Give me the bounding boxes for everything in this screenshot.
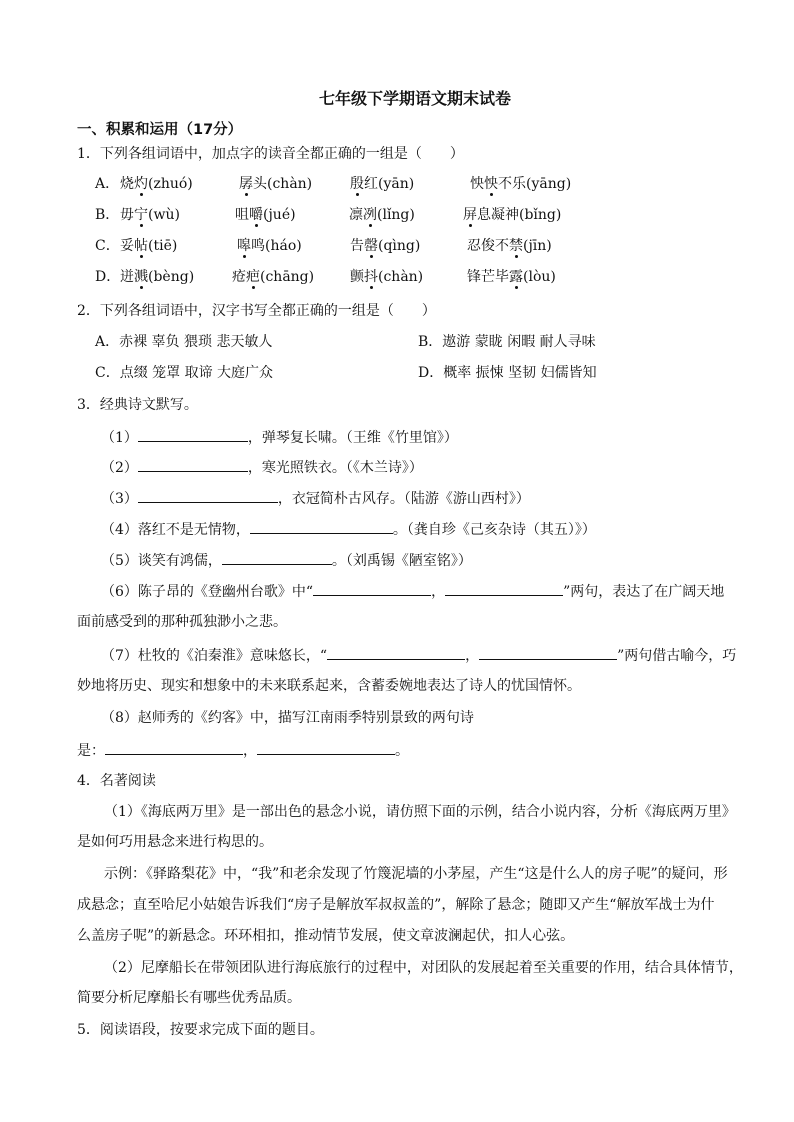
option-letter: B． bbox=[95, 207, 120, 223]
option-word: 迸溅(bèng) bbox=[120, 269, 195, 285]
answer-blank[interactable] bbox=[138, 427, 248, 442]
section-heading: 一、积累和运用（17分） bbox=[77, 122, 243, 138]
example-text-1: 示例：《驿路梨花》中，“我”和老余发现了竹篾泥墙的小茅屋，产生“这是什么人的房子呢”的疑问，形 bbox=[104, 866, 728, 882]
option-word: 嗥鸣(háo) bbox=[237, 238, 302, 254]
example-text-3: 么盖房子呢”的新悬念。环环相扣，推动情节发展，使文章波澜起伏，扣人心弦。 bbox=[77, 928, 575, 944]
option-word: 孱头(chàn) bbox=[239, 176, 313, 192]
item-text: （4）落红不是无情物， bbox=[101, 522, 250, 538]
answer-blank[interactable] bbox=[257, 740, 395, 755]
answer-blank[interactable] bbox=[105, 740, 243, 755]
item-text: 。（刘禹锡《陋室铭》） bbox=[331, 553, 472, 569]
option-word: 忍俊不禁(jīn) bbox=[467, 238, 552, 254]
option-word: 屏息凝神(bǐng) bbox=[463, 207, 562, 223]
question-4-part-1: （1）《海底两万里》是一部出色的悬念小说，请仿照下面的示例，结合小说内容，分析《海底两万里》 bbox=[104, 804, 736, 820]
item-text: ，衣冠简朴古风存。（陆游《游山西村》） bbox=[277, 491, 530, 507]
item-text: 是： bbox=[77, 743, 105, 759]
option-letter: C． bbox=[95, 238, 120, 254]
option-word: 殷红(yān) bbox=[350, 176, 415, 192]
option-word: 烧灼(zhuó) bbox=[120, 176, 193, 192]
answer-blank[interactable] bbox=[327, 645, 465, 660]
answer-blank[interactable] bbox=[313, 581, 431, 596]
question-2-option-b: B．遨游 蒙眬 闲暇 耐人寻味 bbox=[418, 334, 596, 350]
item-text: ，寒光照铁衣。（《木兰诗》） bbox=[247, 460, 423, 476]
item-text: ”两句借古喻今，巧 bbox=[617, 648, 737, 664]
question-2-option-a: A．赤裸 辜负 猥琐 悲天敏人 bbox=[95, 334, 273, 350]
answer-blank[interactable] bbox=[222, 550, 332, 565]
question-4-part-2: （2）尼摩船长在带领团队进行海底旅行的过程中，对团队的发展起着至关重要的作用，结合具体情节， bbox=[104, 960, 743, 976]
option-word: 妥帖(tiē) bbox=[120, 238, 178, 254]
item-text: ， bbox=[243, 743, 257, 759]
option-word: 怏怏不乐(yāng) bbox=[470, 176, 572, 192]
question-4-part-1-cont: 是如何巧用悬念来进行构思的。 bbox=[77, 834, 273, 850]
option-word: 咀嚼(jué) bbox=[235, 207, 296, 223]
recite-item-2 bbox=[101, 457, 423, 478]
item-number: （1） bbox=[101, 430, 138, 446]
question-1-stem: 1．下列各组词语中，加点字的读音全都正确的一组是（ ） bbox=[77, 146, 464, 162]
recite-item-3 bbox=[101, 488, 530, 509]
option-word: 告罄(qìng) bbox=[350, 238, 421, 254]
recite-item-6 bbox=[101, 581, 724, 602]
option-word: 毋宁(wù) bbox=[120, 207, 180, 223]
page-title: 七年级下学期语文期末试卷 bbox=[318, 89, 511, 108]
question-4-stem: 4．名著阅读 bbox=[77, 773, 156, 789]
answer-blank[interactable] bbox=[138, 457, 248, 472]
item-text: ”两句，表达了在广阔天地 bbox=[563, 584, 725, 600]
answer-blank[interactable] bbox=[250, 519, 393, 534]
recite-item-8-cont bbox=[77, 740, 409, 761]
recite-item-1 bbox=[101, 427, 458, 448]
option-word: 锋芒毕露(lòu) bbox=[467, 269, 556, 285]
answer-blank[interactable] bbox=[138, 488, 278, 503]
recite-item-5 bbox=[101, 550, 472, 571]
item-text: 。 bbox=[395, 743, 409, 759]
question-3-stem: 3．经典诗文默写。 bbox=[77, 397, 198, 413]
answer-blank[interactable] bbox=[445, 581, 563, 596]
question-2-option-c: C．点缀 笼罩 取谛 大庭广众 bbox=[95, 365, 274, 381]
item-text: 。（龚自珍《己亥杂诗（其五）》） bbox=[392, 522, 596, 538]
answer-blank[interactable] bbox=[479, 645, 617, 660]
question-2-stem: 2．下列各组词语中，汉字书写全都正确的一组是（ ） bbox=[77, 303, 436, 319]
option-word: 颤抖(chàn) bbox=[350, 269, 424, 285]
item-text: ， bbox=[465, 648, 480, 664]
option-letter: A． bbox=[95, 176, 120, 192]
item-text: （5）谈笑有鸿儒， bbox=[101, 553, 222, 569]
recite-item-6-cont: 面前感受到的那种孤独渺小之悲。 bbox=[77, 614, 287, 630]
question-2-option-d: D．概率 振悚 坚韧 妇儒皆知 bbox=[418, 365, 597, 381]
item-number: （2） bbox=[101, 460, 138, 476]
item-text: ，弹琴复长啸。（王维《竹里馆》） bbox=[247, 430, 458, 446]
item-number: （3） bbox=[101, 491, 138, 507]
option-letter: D． bbox=[95, 269, 121, 285]
item-text: ， bbox=[431, 584, 446, 600]
question-5-stem: 5．阅读语段，按要求完成下面的题目。 bbox=[77, 1022, 324, 1038]
recite-item-8: （8）赵师秀的《约客》中，描写江南雨季特别景致的两句诗 bbox=[101, 710, 474, 726]
recite-item-7-cont: 妙地将历史、现实和想象中的未来联系起来，含蓄委婉地表达了诗人的忧国情怀。 bbox=[77, 678, 581, 694]
recite-item-7 bbox=[101, 645, 736, 666]
recite-item-4 bbox=[101, 519, 596, 540]
option-word: 凛冽(lǐng) bbox=[349, 207, 415, 223]
option-word: 疮疤(chāng) bbox=[232, 269, 315, 285]
item-text: （7）杜牧的《泊秦淮》意味悠长，“ bbox=[101, 648, 328, 664]
item-text: （6）陈子昂的《登幽州台歌》中“ bbox=[101, 584, 314, 600]
question-4-part-2-cont: 简要分析尼摩船长有哪些优秀品质。 bbox=[77, 990, 301, 1006]
example-text-2: 成悬念；直至哈尼小姑娘告诉我们“房子是解放军叔叔盖的”，解除了悬念；随即又产生“解放军战士为什 bbox=[77, 897, 715, 913]
